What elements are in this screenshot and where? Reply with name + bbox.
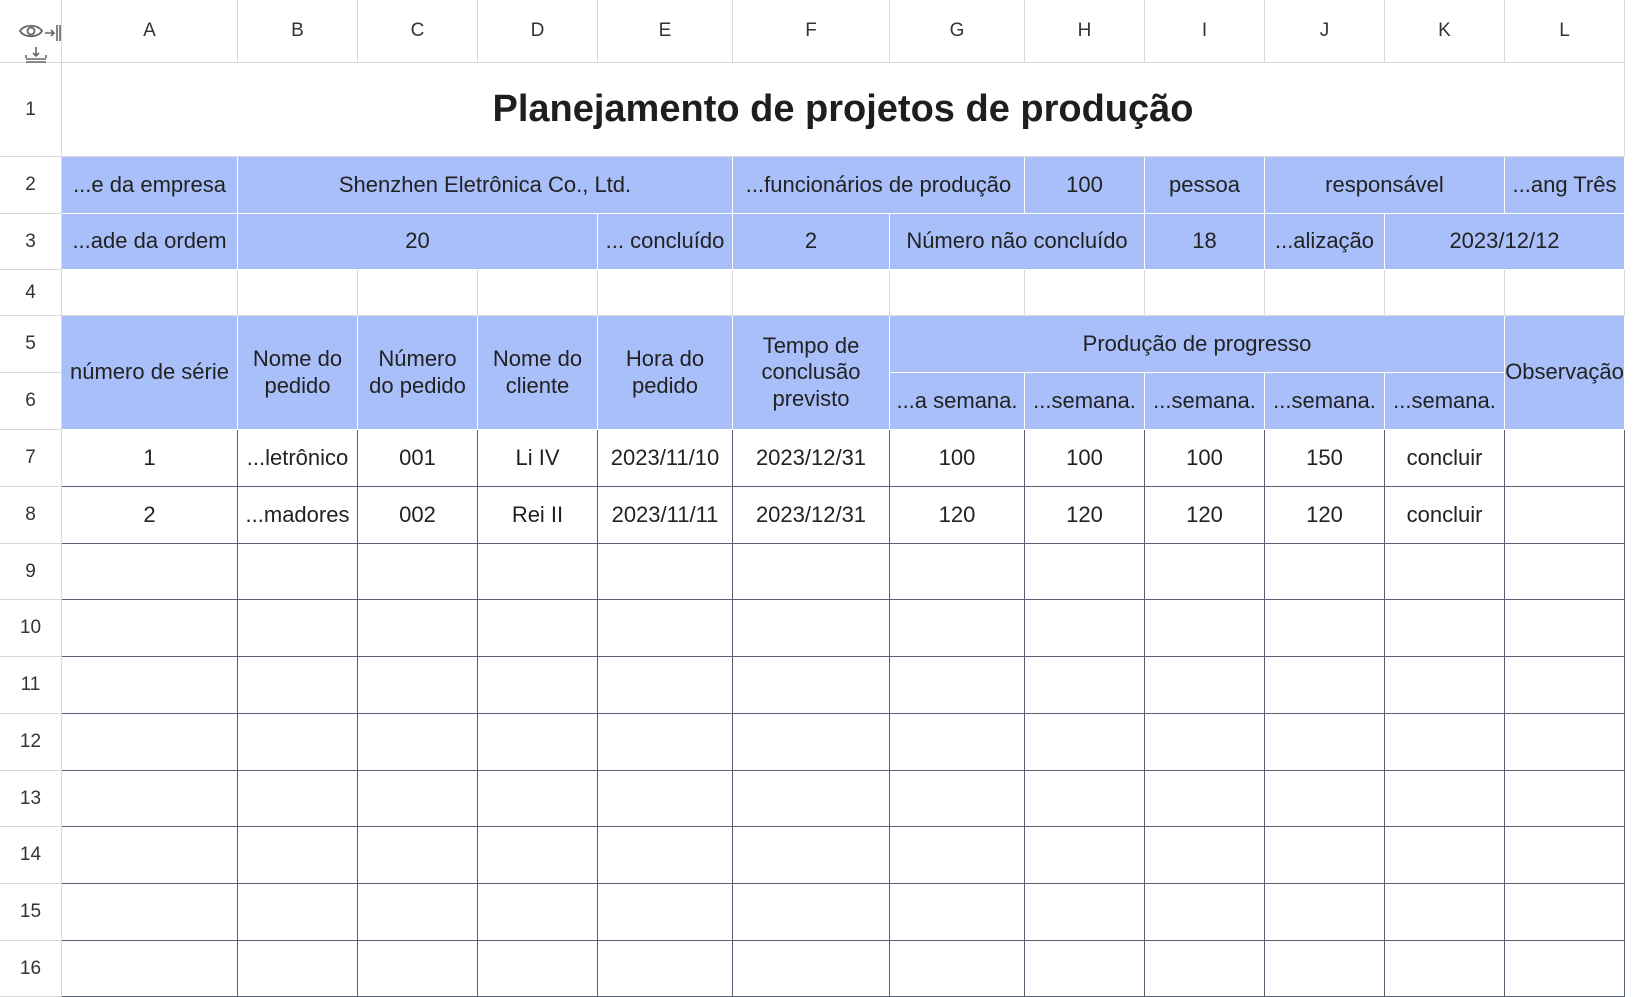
data-cell-expected-text: 2023/12/31 — [755, 444, 867, 470]
manager-value[interactable] — [1505, 157, 1625, 214]
empty-cell[interactable] — [890, 600, 1025, 657]
empty-cell[interactable] — [598, 544, 733, 600]
empty-cell[interactable] — [478, 827, 598, 884]
header-order-name[interactable] — [238, 316, 358, 430]
column-header-j[interactable]: J — [1265, 0, 1385, 63]
header-notes[interactable] — [1505, 316, 1625, 430]
column-header-d[interactable]: D — [478, 0, 598, 63]
empty-cell[interactable] — [1505, 600, 1625, 657]
data-cell-serial[interactable] — [62, 487, 238, 544]
sheet-title-text: Planejamento de projetos de produção — [492, 87, 1194, 130]
empty-cell[interactable] — [238, 714, 358, 771]
empty-cell[interactable] — [1265, 600, 1385, 657]
empty-cell[interactable] — [1145, 941, 1265, 997]
data-cell-week-4-text: 120 — [1306, 501, 1343, 527]
done-label-text: ... concluído — [605, 228, 725, 254]
row-header-7[interactable]: 7 — [0, 430, 62, 487]
empty-cell[interactable] — [1505, 884, 1625, 941]
empty-cell[interactable] — [238, 941, 358, 997]
empty-cell[interactable] — [1385, 544, 1505, 600]
row-header-3[interactable]: 3 — [0, 214, 62, 270]
empty-cell[interactable] — [1025, 657, 1145, 714]
data-cell-customer[interactable] — [478, 430, 598, 487]
cell-d4[interactable] — [478, 270, 598, 316]
empty-cell[interactable] — [1385, 600, 1505, 657]
data-cell-order-name[interactable] — [238, 430, 358, 487]
data-cell-expected[interactable] — [733, 487, 890, 544]
data-cell-expected[interactable] — [733, 430, 890, 487]
data-cell-week-4[interactable] — [1265, 430, 1385, 487]
row-header-15[interactable]: 15 — [0, 884, 62, 941]
header-week-4[interactable] — [1265, 373, 1385, 430]
data-cell-week-2-text: 120 — [1066, 501, 1103, 527]
done-value-text: 2 — [804, 228, 818, 254]
manager-label[interactable] — [1265, 157, 1505, 214]
cell-a4[interactable] — [62, 270, 238, 316]
empty-cell[interactable] — [478, 771, 598, 827]
column-header-g[interactable]: G — [890, 0, 1025, 63]
header-order-number[interactable] — [358, 316, 478, 430]
data-cell-week-3[interactable] — [1145, 430, 1265, 487]
empty-cell[interactable] — [1025, 600, 1145, 657]
empty-cell[interactable] — [733, 600, 890, 657]
empty-cell[interactable] — [238, 884, 358, 941]
data-cell-week-3-text: 100 — [1186, 444, 1223, 470]
header-week-1-text: ...a semana. — [896, 387, 1018, 413]
cell-g4[interactable] — [890, 270, 1025, 316]
not-done-label[interactable] — [890, 214, 1145, 270]
empty-cell[interactable] — [1145, 884, 1265, 941]
empty-cell[interactable] — [1505, 657, 1625, 714]
empty-cell[interactable] — [1505, 827, 1625, 884]
empty-cell[interactable] — [62, 827, 238, 884]
data-cell-customer-text: Rei II — [511, 501, 564, 527]
data-cell-week-5[interactable] — [1385, 487, 1505, 544]
staff-unit-text: pessoa — [1169, 171, 1240, 197]
empty-cell[interactable] — [1025, 714, 1145, 771]
row-header-12[interactable]: 12 — [0, 714, 62, 771]
data-cell-week-3-text: 120 — [1186, 501, 1223, 527]
empty-cell[interactable] — [1505, 544, 1625, 600]
data-cell-week-1-text: 120 — [938, 501, 976, 527]
data-cell-order-name[interactable] — [238, 487, 358, 544]
cell-h4[interactable] — [1025, 270, 1145, 316]
empty-cell[interactable] — [598, 714, 733, 771]
column-header-h[interactable]: H — [1025, 0, 1145, 63]
company-value-text: Shenzhen Eletrônica Co., Ltd. — [338, 171, 632, 197]
data-cell-order-name-text: ...letrônico — [246, 444, 349, 470]
row-header-1[interactable]: 1 — [0, 63, 62, 157]
data-cell-order-time[interactable] — [598, 487, 733, 544]
empty-cell[interactable] — [890, 884, 1025, 941]
staff-unit[interactable] — [1145, 157, 1265, 214]
empty-cell[interactable] — [1265, 941, 1385, 997]
header-order-time[interactable] — [598, 316, 733, 430]
empty-cell[interactable] — [1025, 884, 1145, 941]
empty-cell[interactable] — [1265, 827, 1385, 884]
empty-cell[interactable] — [733, 657, 890, 714]
empty-cell[interactable] — [1265, 657, 1385, 714]
header-customer[interactable] — [478, 316, 598, 430]
data-cell-week-1[interactable] — [890, 430, 1025, 487]
empty-cell[interactable] — [478, 657, 598, 714]
empty-cell[interactable] — [1385, 884, 1505, 941]
column-header-l[interactable]: L — [1505, 0, 1625, 63]
manager-label-text: responsável — [1325, 171, 1444, 197]
header-week-3[interactable] — [1145, 373, 1265, 430]
empty-cell[interactable] — [733, 771, 890, 827]
header-week-4-text: ...semana. — [1273, 387, 1376, 413]
row-header-2[interactable]: 2 — [0, 157, 62, 214]
order-qty-label-text: ...ade da ordem — [72, 228, 227, 254]
data-cell-serial-text: 1 — [143, 444, 156, 470]
row-header-5[interactable]: 5 — [0, 316, 62, 373]
empty-cell[interactable] — [1385, 827, 1505, 884]
header-week-2[interactable] — [1025, 373, 1145, 430]
column-header-k[interactable]: K — [1385, 0, 1505, 63]
header-serial-text: número de série — [70, 359, 229, 385]
data-cell-order-number-text: 001 — [399, 444, 436, 470]
row-header-10[interactable]: 10 — [0, 600, 62, 657]
eye-icon[interactable] — [18, 22, 44, 40]
empty-cell[interactable] — [358, 544, 478, 600]
data-cell-order-time-text: 2023/11/10 — [610, 444, 720, 470]
header-serial[interactable] — [62, 316, 238, 430]
empty-cell[interactable] — [62, 544, 238, 600]
column-header-i[interactable]: I — [1145, 0, 1265, 63]
empty-cell[interactable] — [358, 771, 478, 827]
row-header-6[interactable]: 6 — [0, 373, 62, 430]
empty-cell[interactable] — [733, 941, 890, 997]
staff-value[interactable] — [1025, 157, 1145, 214]
empty-cell[interactable] — [598, 600, 733, 657]
data-cell-customer[interactable] — [478, 487, 598, 544]
empty-cell[interactable] — [1265, 714, 1385, 771]
row-header-14[interactable]: 14 — [0, 827, 62, 884]
empty-cell[interactable] — [1025, 827, 1145, 884]
empty-cell[interactable] — [62, 714, 238, 771]
company-label[interactable] — [62, 157, 238, 214]
data-cell-order-number[interactable] — [358, 430, 478, 487]
cell-f4[interactable] — [733, 270, 890, 316]
done-label[interactable] — [598, 214, 733, 270]
empty-cell[interactable] — [478, 544, 598, 600]
empty-cell[interactable] — [1145, 771, 1265, 827]
row-header-16[interactable]: 16 — [0, 941, 62, 997]
data-cell-week-4[interactable] — [1265, 487, 1385, 544]
empty-cell[interactable] — [1505, 714, 1625, 771]
empty-cell[interactable] — [62, 884, 238, 941]
data-cell-week-5-text: concluir — [1406, 444, 1483, 470]
order-qty-label[interactable] — [62, 214, 238, 270]
empty-cell[interactable] — [358, 600, 478, 657]
header-expected[interactable] — [733, 316, 890, 430]
column-header-f[interactable]: F — [733, 0, 890, 63]
cell-b4[interactable] — [238, 270, 358, 316]
empty-cell[interactable] — [1145, 544, 1265, 600]
empty-cell[interactable] — [1025, 544, 1145, 600]
empty-cell[interactable] — [1505, 771, 1625, 827]
empty-cell[interactable] — [1265, 884, 1385, 941]
done-value[interactable] — [733, 214, 890, 270]
cell-c4[interactable] — [358, 270, 478, 316]
column-header-e[interactable]: E — [598, 0, 733, 63]
header-progress-text: Produção de progresso — [1082, 330, 1312, 356]
empty-cell[interactable] — [890, 714, 1025, 771]
not-done-value-text: 18 — [1192, 228, 1217, 254]
empty-cell[interactable] — [1385, 771, 1505, 827]
empty-cell[interactable] — [478, 714, 598, 771]
empty-cell[interactable] — [598, 657, 733, 714]
empty-cell[interactable] — [358, 657, 478, 714]
header-week-5-text: ...semana. — [1393, 387, 1496, 413]
row-header-13[interactable]: 13 — [0, 771, 62, 827]
data-cell-week-1[interactable] — [890, 487, 1025, 544]
data-cell-week-4-text: 150 — [1306, 444, 1343, 470]
data-cell-order-time-text: 2023/11/11 — [611, 501, 719, 527]
data-cell-order-number[interactable] — [358, 487, 478, 544]
row-header-9[interactable]: 9 — [0, 544, 62, 600]
empty-cell[interactable] — [1385, 657, 1505, 714]
data-cell-week-3[interactable] — [1145, 487, 1265, 544]
empty-cell[interactable] — [733, 827, 890, 884]
data-cell-week-5-text: concluir — [1406, 501, 1483, 527]
update-value[interactable] — [1385, 214, 1625, 270]
row-header-8[interactable]: 8 — [0, 487, 62, 544]
order-qty-value-text: 20 — [405, 228, 430, 254]
data-cell-week-1-text: 100 — [938, 444, 976, 470]
empty-cell[interactable] — [598, 941, 733, 997]
staff-value-text: 100 — [1066, 171, 1103, 197]
empty-cell[interactable] — [733, 544, 890, 600]
empty-cell[interactable] — [1025, 771, 1145, 827]
header-week-3-text: ...semana. — [1153, 387, 1256, 413]
empty-cell[interactable] — [890, 941, 1025, 997]
column-header-a[interactable]: A — [62, 0, 238, 63]
empty-cell[interactable] — [890, 544, 1025, 600]
empty-cell[interactable] — [478, 941, 598, 997]
data-cell-order-name-text: ...madores — [245, 501, 350, 527]
not-done-value[interactable] — [1145, 214, 1265, 270]
empty-cell[interactable] — [890, 827, 1025, 884]
empty-cell[interactable] — [478, 600, 598, 657]
empty-cell[interactable] — [733, 714, 890, 771]
cell-e4[interactable] — [598, 270, 733, 316]
empty-cell[interactable] — [598, 827, 733, 884]
update-value-text: 2023/12/12 — [1449, 228, 1560, 254]
company-value[interactable] — [238, 157, 733, 214]
cell-i4[interactable] — [1145, 270, 1265, 316]
update-label-text: ...alização — [1274, 228, 1375, 254]
empty-cell[interactable] — [238, 827, 358, 884]
empty-cell[interactable] — [598, 884, 733, 941]
empty-cell[interactable] — [733, 884, 890, 941]
empty-cell[interactable] — [1145, 600, 1265, 657]
header-order-time-text: Hora do pedido — [625, 346, 705, 398]
data-cell-week-2[interactable] — [1025, 487, 1145, 544]
data-cell-notes[interactable] — [1505, 430, 1625, 487]
header-week-1[interactable] — [890, 373, 1025, 430]
cell-j4[interactable] — [1265, 270, 1385, 316]
header-week-2-text: ...semana. — [1033, 387, 1136, 413]
header-expected-text: Tempo de conclusão previsto — [761, 332, 861, 411]
empty-cell[interactable] — [478, 884, 598, 941]
empty-cell[interactable] — [238, 544, 358, 600]
empty-cell[interactable] — [1385, 714, 1505, 771]
empty-cell[interactable] — [358, 941, 478, 997]
empty-cell[interactable] — [62, 657, 238, 714]
row-header-4[interactable]: 4 — [0, 270, 62, 316]
data-cell-week-2-text: 100 — [1066, 444, 1103, 470]
header-progress[interactable] — [890, 316, 1505, 373]
empty-cell[interactable] — [62, 600, 238, 657]
company-label-text: ...e da empresa — [73, 171, 226, 197]
empty-cell[interactable] — [1505, 941, 1625, 997]
empty-cell[interactable] — [598, 771, 733, 827]
empty-cell[interactable] — [1145, 714, 1265, 771]
column-header-c[interactable]: C — [358, 0, 478, 63]
empty-cell[interactable] — [238, 771, 358, 827]
header-order-name-text: Nome do pedido — [252, 346, 343, 398]
data-cell-order-time[interactable] — [598, 430, 733, 487]
empty-cell[interactable] — [1025, 941, 1145, 997]
empty-cell[interactable] — [890, 771, 1025, 827]
staff-label-text: ...funcionários de produção — [745, 171, 1012, 197]
cell-k4[interactable] — [1385, 270, 1505, 316]
data-cell-serial[interactable] — [62, 430, 238, 487]
select-all-corner[interactable] — [0, 0, 62, 63]
data-cell-order-number-text: 002 — [399, 501, 436, 527]
not-done-label-text: Número não concluído — [906, 228, 1128, 254]
empty-cell[interactable] — [1145, 657, 1265, 714]
column-header-b[interactable]: B — [238, 0, 358, 63]
data-cell-customer-text: Li IV — [515, 444, 560, 470]
empty-cell[interactable] — [358, 827, 478, 884]
header-week-5[interactable] — [1385, 373, 1505, 430]
data-cell-week-2[interactable] — [1025, 430, 1145, 487]
data-cell-notes[interactable] — [1505, 487, 1625, 544]
header-order-number-text: Número do pedido — [369, 346, 466, 398]
staff-label[interactable] — [733, 157, 1025, 214]
sheet-title[interactable] — [62, 63, 1625, 157]
empty-cell[interactable] — [1265, 771, 1385, 827]
header-notes-text: Observação — [1505, 359, 1624, 385]
empty-cell[interactable] — [238, 657, 358, 714]
empty-cell[interactable] — [62, 771, 238, 827]
manager-value-text: ...ang Três — [1512, 171, 1617, 197]
order-qty-value[interactable] — [238, 214, 598, 270]
data-cell-week-5[interactable] — [1385, 430, 1505, 487]
data-cell-serial-text: 2 — [143, 501, 156, 527]
row-header-11[interactable]: 11 — [0, 657, 62, 714]
empty-cell[interactable] — [890, 657, 1025, 714]
data-cell-expected-text: 2023/12/31 — [755, 501, 867, 527]
cell-l4[interactable] — [1505, 270, 1625, 316]
empty-cell[interactable] — [358, 884, 478, 941]
header-customer-text: Nome do cliente — [492, 346, 583, 398]
empty-cell[interactable] — [1385, 941, 1505, 997]
empty-cell[interactable] — [1145, 827, 1265, 884]
update-label[interactable] — [1265, 214, 1385, 270]
empty-cell[interactable] — [238, 600, 358, 657]
empty-cell[interactable] — [358, 714, 478, 771]
empty-cell[interactable] — [62, 941, 238, 997]
empty-cell[interactable] — [1265, 544, 1385, 600]
